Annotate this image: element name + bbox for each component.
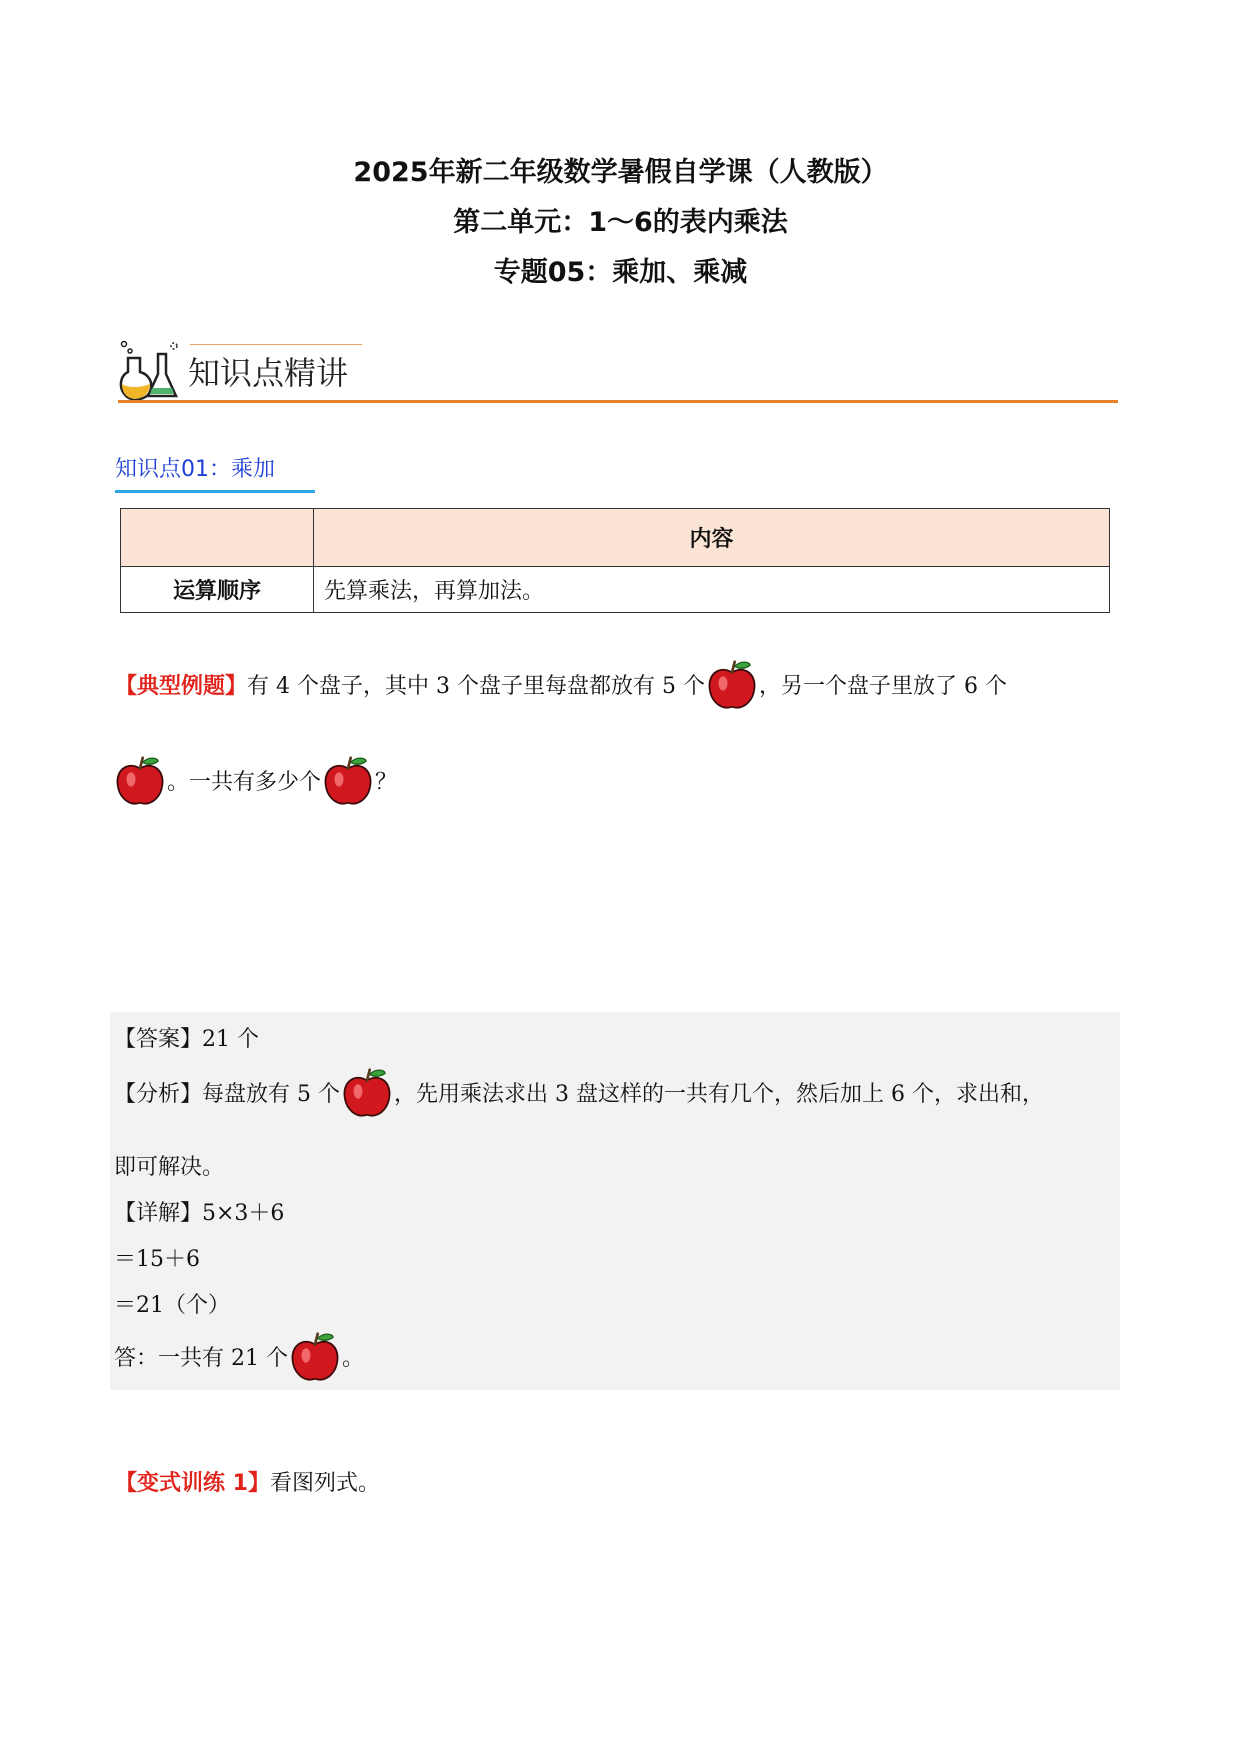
example-text: ，另一个盘子里放了 6 个	[758, 674, 1007, 699]
detail-line: 【详解】5×3＋6	[114, 1201, 285, 1226]
apple-icon	[340, 1068, 394, 1122]
topic-title: 专题05：乘加、乘减	[493, 257, 748, 288]
example-line-1	[115, 660, 1007, 714]
example-line-2	[113, 756, 397, 810]
knowledge-point-title: 知识点01：乘加	[115, 457, 275, 482]
flask-icon	[118, 340, 184, 402]
apple-icon	[321, 756, 375, 810]
step-line: ＝21（个）	[114, 1293, 230, 1318]
practice-tag: 【变式训练 1】	[115, 1471, 270, 1496]
table-cell: 运算顺序	[121, 567, 314, 613]
table-header-row	[121, 509, 1110, 567]
example-tag: 【典型例题】	[115, 674, 248, 699]
document-title: 2025年新二年级数学暑假自学课（人教版）	[353, 157, 888, 188]
analysis-line	[114, 1068, 1044, 1122]
final-answer-line	[114, 1332, 364, 1386]
example-text: 有 4 个盘子，其中 3 个盘子里每盘都放有 5 个	[247, 674, 705, 699]
example-text: ？	[375, 770, 398, 795]
example-text: 。一共有多少个	[167, 770, 322, 795]
practice-line	[115, 1466, 380, 1497]
final-text: 。	[341, 1346, 364, 1371]
unit-title: 第二单元：1～6的表内乘法	[453, 207, 788, 238]
table-cell: 先算乘法，再算加法。	[314, 567, 1110, 613]
answer-line: 【答案】21 个	[114, 1027, 259, 1052]
knowledge-point-underline	[115, 490, 315, 493]
apple-icon	[705, 660, 759, 714]
practice-text: 看图列式。	[269, 1471, 380, 1496]
table-header-cell: 内容	[314, 509, 1110, 567]
analysis-line-2: 即可解决。	[114, 1155, 225, 1180]
apple-icon	[113, 756, 167, 810]
table-row	[121, 567, 1110, 613]
section-rule	[118, 400, 1118, 403]
section-label: 知识点精讲	[188, 354, 349, 392]
knowledge-table	[120, 508, 1110, 613]
table-header-cell	[121, 509, 314, 567]
header-top-line	[190, 344, 362, 345]
section-header	[118, 340, 1118, 406]
analysis-text: 【分析】每盘放有 5 个	[114, 1082, 340, 1107]
analysis-text: ，先用乘法求出 3 盘这样的一共有几个，然后加上 6 个，求出和，	[393, 1082, 1044, 1107]
apple-icon	[288, 1332, 342, 1386]
step-line: ＝15＋6	[114, 1247, 200, 1272]
final-text: 答：一共有 21 个	[114, 1346, 288, 1371]
